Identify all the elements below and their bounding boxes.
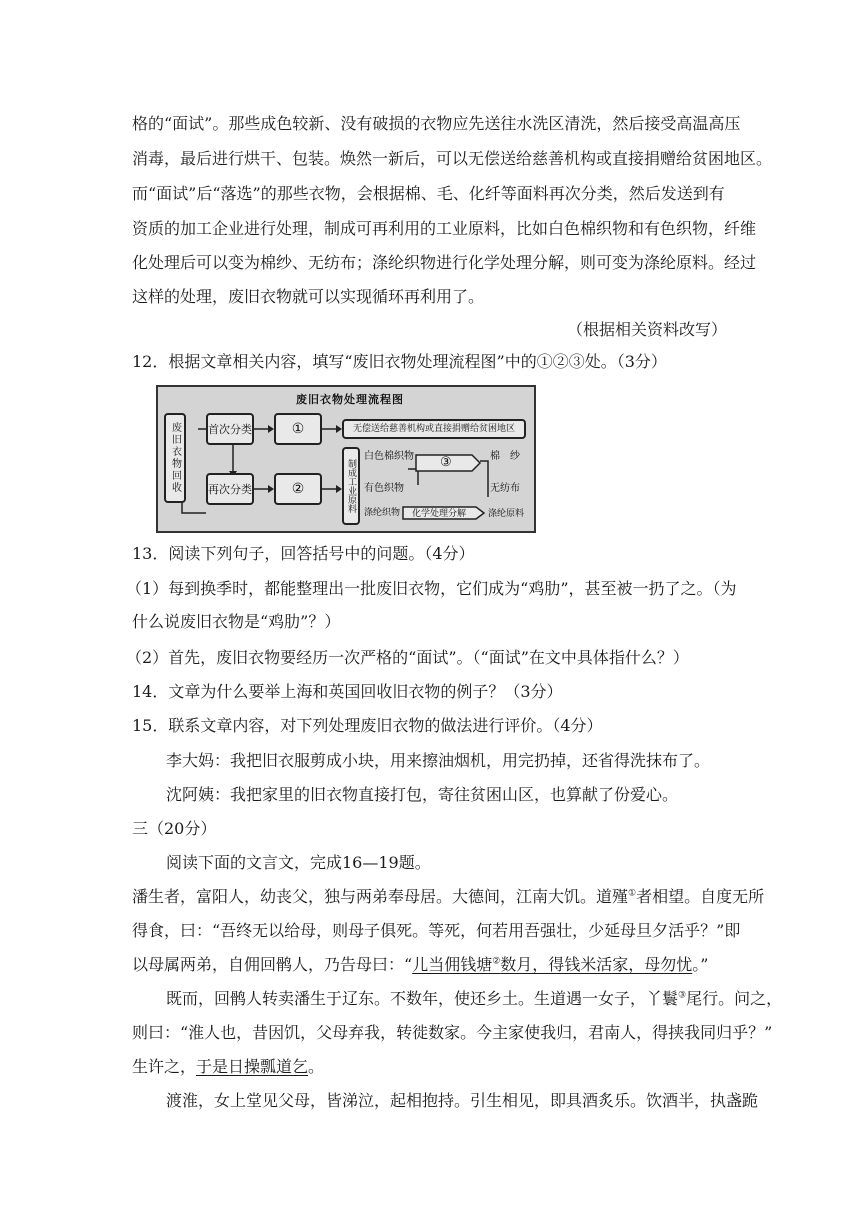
- footnote-marker: ①: [628, 888, 637, 899]
- flowchart-title: 废旧衣物处理流程图: [296, 393, 404, 406]
- flow-chem: 化学处理分解: [412, 509, 467, 519]
- classical-line-5: 则曰：“淮人也，昔因饥，父母弃我，转徙数家。今主家使我归，君南人，得挟我同归乎？”: [132, 1023, 773, 1042]
- question-13-1-cont: 什么说废旧衣物是“鸡肋”？）: [132, 612, 341, 631]
- flow-blank-3: ③: [440, 455, 452, 470]
- footnote-marker: ②: [492, 956, 501, 967]
- classical-line-4: [166, 989, 782, 1009]
- classical-line-1: [132, 887, 764, 907]
- flow-donate-box: 无偿送给慈善机构或直接捐赠给贫困地区: [342, 419, 526, 439]
- section-3-intro: 阅读下面的文言文，完成16—19题。: [166, 853, 431, 872]
- classical-text: 以母属两弟，自佣回鹘人，乃告母曰：“: [132, 955, 413, 974]
- question-13-1: （1）每到换季时，都能整理出一批废旧衣物，它们成为“鸡肋”，甚至被一扔了之。（为: [126, 579, 737, 598]
- flow-colored: 有色织物: [364, 483, 404, 494]
- classical-text: 者相望。自度无所: [636, 887, 765, 906]
- question-15-shen: 沈阿姨：我把家里的旧衣物直接打包，寄往贫困山区，也算献了份爱心。: [166, 785, 679, 804]
- section-3-heading: 三（20分）: [132, 819, 217, 838]
- flow-industrial-box: 制成工业原料: [342, 447, 360, 525]
- question-14: 14．文章为什么要举上海和英国回收旧衣物的例子？（3分）: [132, 682, 563, 701]
- flow-first-sort: 首次分类: [206, 413, 254, 445]
- classical-text: 。”: [692, 955, 709, 974]
- flow-white-cotton: 白色棉织物: [364, 451, 414, 462]
- flow-blank-2: ②: [274, 473, 322, 505]
- passage-line: 而“面试”后“落选”的那些衣物，会根据棉、毛、化纤等面料再次分类，然后发送到有: [132, 184, 725, 203]
- question-15-li: 李大妈：我把旧衣服剪成小块，用来擦油烟机，用完扔掉，还省得洗抹布了。: [166, 751, 711, 770]
- classical-text: 潘生者，富阳人，幼丧父，独与两弟奉母居。大德间，江南大饥。道殣: [132, 887, 629, 906]
- flow-second-sort: 再次分类: [206, 473, 254, 505]
- underlined-sentence: 儿当佣钱塘②数月，得钱米活家，母勿忧: [412, 955, 693, 974]
- classical-text: 。: [308, 1057, 325, 1076]
- classical-text: 尾行。问之，: [686, 989, 783, 1008]
- flowchart: [156, 385, 536, 533]
- passage-line: 这样的处理，废旧衣物就可以实现循环再利用了。: [132, 287, 485, 306]
- question-12: 12．根据文章相关内容，填写“废旧衣物处理流程图”中的①②③处。（3分）: [132, 352, 667, 371]
- question-13-2: （2）首先，废旧衣物要经历一次严格的“面试”。（“面试”在文中具体指什么？）: [126, 648, 689, 667]
- classical-line-6: [132, 1057, 324, 1077]
- underlined-sentence: 于是日操瓢道乞: [196, 1057, 309, 1076]
- flow-nonwoven: 无纺布: [490, 483, 520, 494]
- footnote-marker: ③: [678, 990, 687, 1001]
- flow-blank-1: ①: [274, 413, 322, 445]
- classical-line-3: [132, 955, 708, 975]
- flow-cotton-yarn: 棉 纱: [490, 451, 520, 462]
- flow-polyester: 涤纶织物: [364, 508, 401, 518]
- source-note: （根据相关资料改写）: [566, 320, 727, 339]
- classical-line-7: 渡淮，女上堂见父母，皆涕泣，起相抱持。引生相见，即具酒炙乐。饮酒半，执盏跪: [166, 1091, 759, 1110]
- classical-text: 生许之，: [132, 1057, 197, 1076]
- passage-line: 消毒，最后进行烘干、包装。焕然一新后，可以无偿送给慈善机构或直接捐赠给贫困地区。: [132, 149, 773, 168]
- question-13: 13．阅读下列句子，回答括号中的问题。（4分）: [132, 544, 475, 563]
- flow-start-box: 废旧衣物回收: [164, 413, 186, 503]
- classical-text: 既而，回鹘人转卖潘生于辽东。不数年，使还乡土。生道遇一女子，丫鬟: [166, 989, 679, 1008]
- classical-line-2: 得食，曰：“吾终无以给母，则母子俱死。等死，何若用吾强壮，少延母旦夕活乎？”即: [132, 921, 741, 940]
- flow-poly-material: 涤纶原料: [488, 509, 525, 519]
- passage-line: 资质的加工企业进行处理，制成可再利用的工业原料，比如白色棉织物和有色织物，纤维: [132, 219, 757, 238]
- passage-line: 格的“面试”。那些成色较新、没有破损的衣物应先送往水洗区清洗，然后接受高温高压: [132, 114, 741, 133]
- passage-line: 化处理后可以变为棉纱、无纺布；涤纶织物进行化学处理分解，则可变为涤纶原料。经过: [132, 253, 757, 272]
- question-15: 15．联系文章内容，对下列处理废旧衣物的做法进行评价。（4分）: [132, 716, 603, 735]
